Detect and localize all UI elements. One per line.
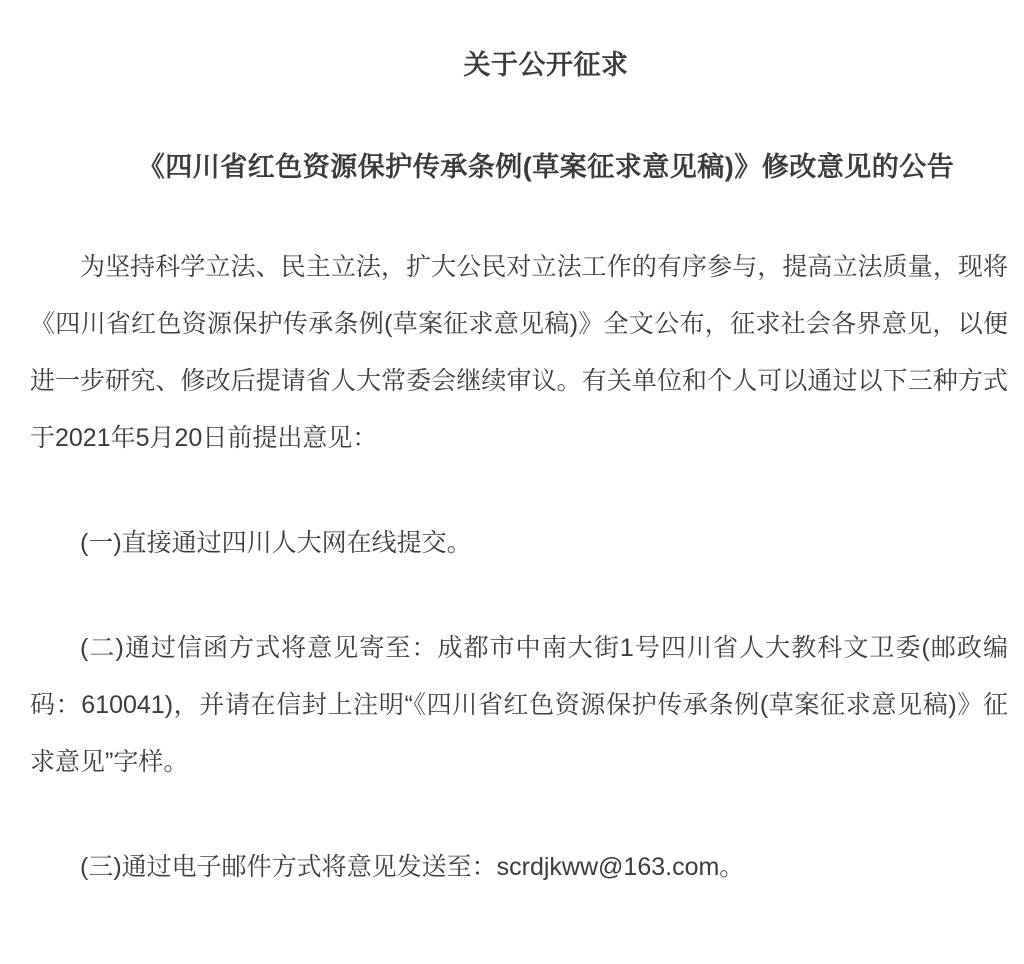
- method-online-paragraph: (一)直接通过四川人大网在线提交。: [80, 529, 472, 557]
- method-email-paragraph: (三)通过电子邮件方式将意见发送至：scrdjkww@163.com。: [80, 853, 745, 881]
- intro-paragraph: 为坚持科学立法、民主立法，扩大公民对立法工作的有序参与，提高立法质量，现将《四川省红色资源保护传承条例(草案征求意见稿)》全文公布，征求社会各界意见，以便进一步研究、修改后提请省人大常委会继续审议。有关单位和个人可以通过以下三种方式于2021年5月20日前提出意见：: [30, 253, 1008, 452]
- method-mail-paragraph: (二)通过信函方式将意见寄至：成都市中南大街1号四川省人大教科文卫委(邮政编码：610041)，并请在信封上注明“《四川省红色资源保护传承条例(草案征求意见稿)》征求意见”字样。: [30, 634, 1008, 776]
- notice-subtitle: 《四川省红色资源保护传承条例(草案征求意见稿)》修改意见的公告: [137, 152, 955, 182]
- notice-title: 关于公开征求: [463, 50, 629, 80]
